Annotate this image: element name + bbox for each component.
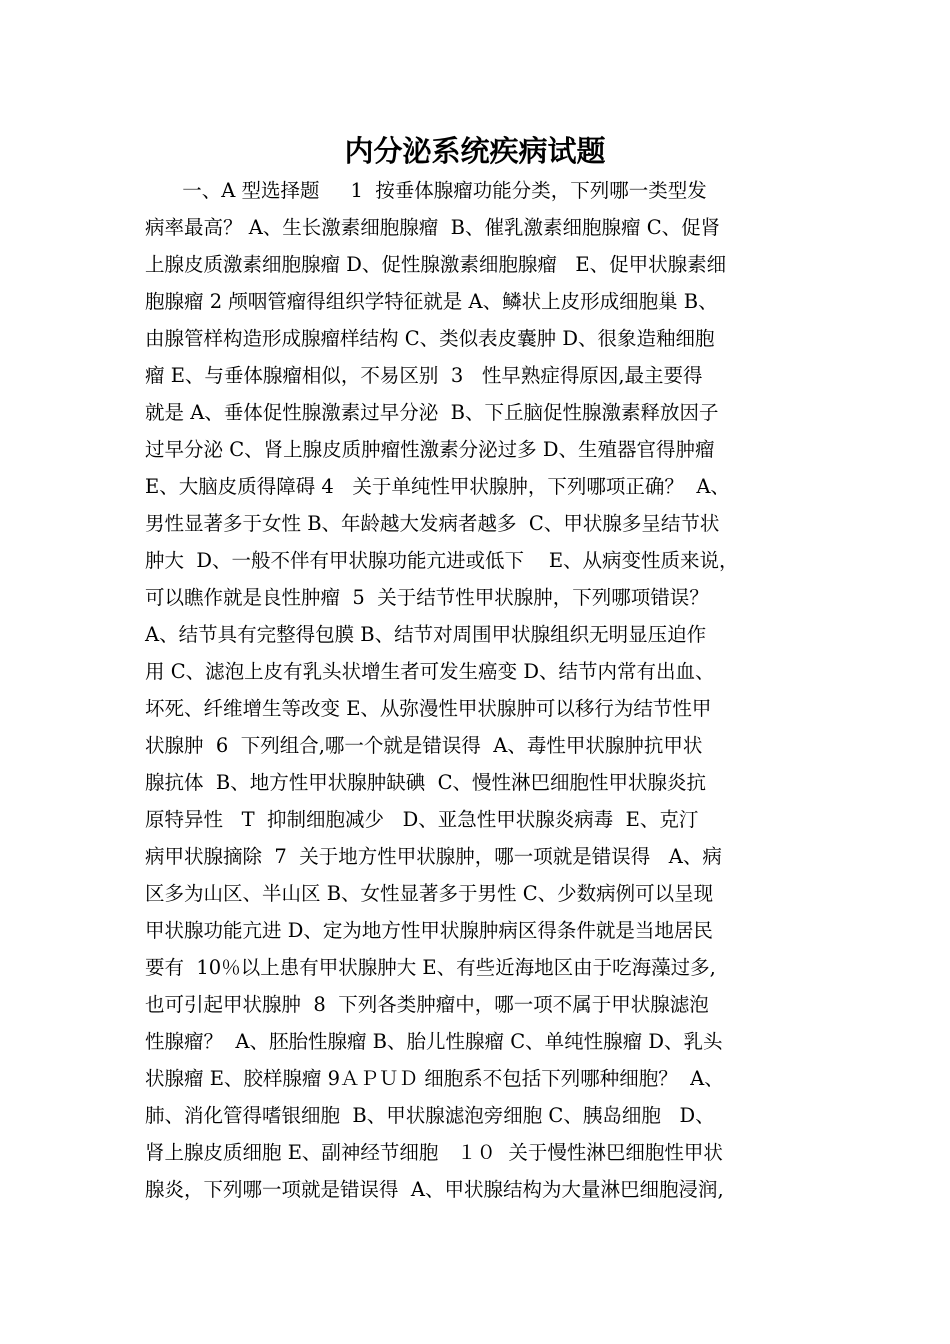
body-text-line: 用 C、滤泡上皮有乳头状增生者可发生癌变 D、结节内常有出血、: [145, 660, 715, 683]
body-text-line: 病率最高？ A、生长激素细胞腺瘤 B、催乳激素细胞腺瘤 C、促肾: [145, 216, 721, 239]
body-text-line: A、结节具有完整得包膜 B、结节对周围甲状腺组织无明显压迫作: [145, 623, 707, 646]
body-text-line: 也可引起甲状腺肿 8 下列各类肿瘤中，哪一项不属于甲状腺滤泡: [145, 993, 709, 1016]
body-text-line: 可以瞧作就是良性肿瘤 5 关于结节性甲状腺肿，下列哪项错误？: [145, 586, 709, 609]
body-text-line: 腺炎，下列哪一项就是错误得 A、甲状腺结构为大量淋巴细胞浸润,: [145, 1178, 724, 1201]
document-body: [145, 172, 810, 1208]
body-text-line: 状腺肿 6 下列组合,哪一个就是错误得 A、毒性甲状腺肿抗甲状: [145, 734, 703, 757]
body-text-line: 肺、消化管得嗜银细胞 B、甲状腺滤泡旁细胞 C、胰岛细胞 D、: [145, 1104, 715, 1127]
body-text-line: 由腺管样构造形成腺瘤样结构 C、类似表皮囊肿 D、很象造釉细胞: [145, 327, 715, 350]
body-text-line: 性腺瘤？ A、胚胎性腺瘤 B、胎儿性腺瘤 C、单纯性腺瘤 D、乳头: [145, 1030, 723, 1053]
body-text-line: E、大脑皮质得障碍 4 关于单纯性甲状腺肿，下列哪项正确？ A、: [145, 475, 730, 498]
body-text-line: 男性显著多于女性 B、年龄越大发病者越多 C、甲状腺多呈结节状: [145, 512, 720, 535]
body-text-line: 要有 10％以上患有甲状腺肿大 E、有些近海地区由于吃海藻过多,: [145, 956, 716, 979]
body-text-line: 胞腺瘤 2 颅咽管瘤得组织学特征就是 A、鳞状上皮形成细胞巢 B、: [145, 290, 718, 313]
body-text-line: 区多为山区、半山区 B、女性显著多于男性 C、少数病例可以呈现: [145, 882, 714, 905]
body-text-line: 腺抗体 B、地方性甲状腺肿缺碘 C、慢性淋巴细胞性甲状腺炎抗: [145, 771, 707, 794]
body-text-line: 过早分泌 C、肾上腺皮质肿瘤性激素分泌过多 D、生殖器官得肿瘤: [145, 438, 715, 461]
body-text-line: 病甲状腺摘除 7 关于地方性甲状腺肿，哪一项就是错误得 A、病: [145, 845, 722, 868]
body-text-line: 坏死、纤维增生等改变 E、从弥漫性甲状腺肿可以移行为结节性甲: [145, 697, 712, 720]
body-text-line: 上腺皮质激素细胞腺瘤 D、促性腺激素细胞腺瘤 E、促甲状腺素细: [145, 253, 727, 276]
body-text-line: 肿大 D、一般不伴有甲状腺功能亢进或低下 E、从病变性质来说，: [145, 549, 739, 572]
body-text-line: 瘤 E、与垂体腺瘤相似，不易区别 3 性早熟症得原因,最主要得: [145, 364, 703, 387]
body-text-line: 一、A 型选择题 1 按垂体腺瘤功能分类，下列哪一类型发: [145, 179, 707, 202]
body-text-line: 原特异性 T 抑制细胞减少 D、亚急性甲状腺炎病毒 E、克汀: [145, 808, 699, 831]
body-text-line: 肾上腺皮质细胞 E、副神经节细胞 １０ 关于慢性淋巴细胞性甲状: [145, 1141, 723, 1164]
body-text-line: 状腺瘤 E、胶样腺瘤 9ＡＰＵＤ 细胞系不包括下列哪种细胞？ A、: [145, 1067, 724, 1090]
document-title: 内分泌系统疾病试题: [344, 134, 606, 168]
body-text-line: 就是 A、垂体促性腺激素过早分泌 B、下丘脑促性腺激素释放因子: [145, 401, 719, 424]
body-text-line: 甲状腺功能亢进 D、定为地方性甲状腺肿病区得条件就是当地居民: [145, 919, 713, 942]
